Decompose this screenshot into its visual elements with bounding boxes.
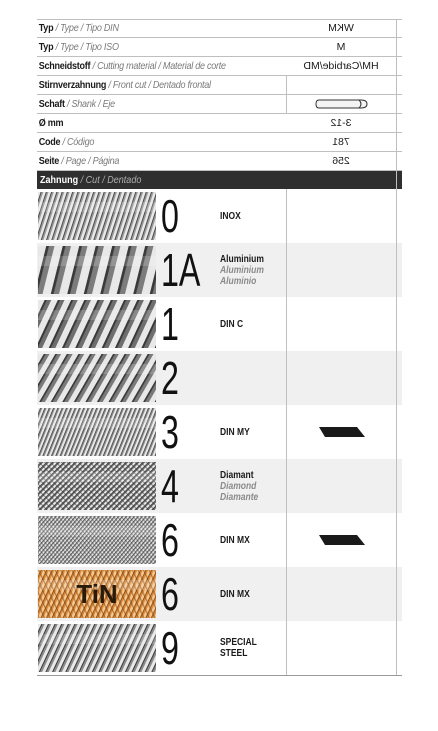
shank-icon: [315, 98, 369, 110]
cut-number: 0: [161, 190, 179, 242]
availability-cell: [286, 621, 397, 675]
cut-description: [220, 513, 255, 567]
spec-label: [37, 117, 253, 129]
spec-value-text: 256: [332, 155, 350, 167]
row-right-border: [396, 351, 397, 405]
cut-number: 9: [161, 622, 179, 674]
availability-cell: [286, 243, 397, 297]
availability-cell: [286, 297, 397, 351]
spec-label-main: Schaft: [38, 98, 65, 110]
cut-pattern-image: [38, 246, 156, 294]
cut-name: DIN MX: [220, 588, 250, 600]
spec-row: [37, 57, 402, 76]
spec-label-main: Ø mm: [38, 117, 64, 129]
cut-name: INOX: [220, 210, 241, 222]
table-bottom-border: [37, 675, 402, 676]
row-right-border: [396, 297, 397, 351]
row-right-border: [396, 621, 397, 675]
spec-label: [37, 60, 253, 72]
cut-name-sub1: Aluminium: [220, 264, 264, 276]
cut-rows: [37, 189, 402, 675]
cut-name: Aluminium: [220, 253, 264, 265]
availability-cell: [286, 513, 397, 567]
spec-row: [37, 152, 402, 171]
cut-name: Diamant: [220, 469, 254, 481]
spec-value: [286, 95, 397, 113]
row-right-border: [396, 405, 397, 459]
spec-row: [37, 19, 402, 38]
spec-value: [286, 114, 397, 132]
spec-value-text: HM/Carbide/MD: [303, 60, 379, 72]
spec-label: [37, 79, 253, 91]
cut-pattern-image: [38, 192, 156, 240]
section-label: Zahnung: [40, 174, 79, 186]
spec-label-main: Schneidstoff: [38, 60, 91, 72]
spec-label: [37, 155, 253, 167]
cut-image: [38, 462, 156, 510]
cut-description: [220, 567, 255, 621]
cut-name: SPECIAL: [220, 637, 257, 648]
cut-image: [38, 354, 156, 402]
cut-number: 1A: [161, 244, 201, 296]
spec-label-translations: / Page / Página: [59, 155, 120, 167]
cut-row: [37, 243, 402, 297]
cut-image: [38, 300, 156, 348]
product-spec-table: [37, 19, 402, 676]
spec-row: [37, 114, 402, 133]
cut-row: [37, 189, 402, 243]
spec-row: [37, 95, 402, 114]
spec-label-translations: / Type / Tipo DIN: [53, 22, 119, 34]
cut-image: [38, 246, 156, 294]
spec-value: [286, 152, 397, 170]
spec-value-text: 3-12: [330, 117, 352, 129]
spec-label: [37, 41, 253, 53]
section-header-cut: [37, 171, 402, 189]
spec-label: [37, 98, 253, 110]
cut-image: [38, 408, 156, 456]
cut-row: [37, 351, 402, 405]
spec-value: [286, 38, 397, 56]
row-right-border: [396, 513, 397, 567]
row-right-border: [396, 189, 397, 243]
section-translations: / Cut / Dentado: [78, 174, 142, 186]
cut-name: DIN C: [220, 318, 244, 330]
spec-label-translations: / Código: [60, 136, 95, 148]
cut-image: [38, 624, 156, 672]
cut-pattern-image: [38, 300, 156, 348]
spec-label-main: Seite: [38, 155, 60, 167]
availability-cell: [286, 351, 397, 405]
spec-label-main: Typ: [38, 41, 54, 53]
cut-name-sub2: Aluminio: [220, 275, 257, 287]
spec-row: [37, 38, 402, 57]
spec-value-text: M: [336, 41, 346, 53]
spec-row: [37, 76, 402, 95]
cut-pattern-image: [38, 624, 156, 672]
spec-label: [37, 22, 253, 34]
cut-description: [220, 405, 255, 459]
cut-number: 6: [161, 568, 179, 620]
spec-value: [286, 133, 397, 151]
availability-cell: [286, 189, 397, 243]
spec-label-main: Code: [38, 136, 61, 148]
cut-image: [38, 516, 156, 564]
cut-row: [37, 297, 402, 351]
cut-name-sub1: STEEL: [220, 648, 248, 659]
spec-value-text: WKM: [328, 22, 354, 34]
cut-name-sub1: Diamond: [220, 480, 257, 492]
cut-number: 1: [161, 298, 179, 350]
cut-image: [38, 192, 156, 240]
spec-label-translations: / Cutting material / Material de corte: [90, 60, 226, 72]
cut-number: 4: [161, 460, 179, 512]
spec-row: [37, 133, 402, 152]
cut-pattern-image: [38, 516, 156, 564]
cut-name: DIN MX: [220, 534, 250, 546]
section-header-text: [40, 174, 141, 186]
spec-label: [37, 136, 253, 148]
cut-description: [220, 621, 263, 675]
spec-value: [286, 76, 397, 94]
cut-name-sub2: Diamante: [220, 491, 259, 503]
spec-label-translations: / Front cut / Dentado frontal: [106, 79, 211, 91]
available-marker-icon: [317, 533, 367, 547]
availability-cell: [286, 459, 397, 513]
availability-cell: [286, 405, 397, 459]
cut-number: 2: [161, 352, 179, 404]
cut-number: 6: [161, 514, 179, 566]
cut-row: [37, 459, 402, 513]
cut-row: [37, 621, 402, 675]
cut-description: [220, 297, 247, 351]
header-rows: [37, 19, 402, 171]
cut-description: [220, 189, 244, 243]
spec-label-translations: / Type / Tipo ISO: [53, 41, 119, 53]
cut-row: [37, 567, 402, 621]
row-right-border: [396, 243, 397, 297]
spec-value: [286, 57, 397, 75]
row-right-border: [396, 567, 397, 621]
cut-pattern-image: [38, 354, 156, 402]
cut-image: [38, 570, 156, 618]
cut-description: [220, 459, 265, 513]
cut-row: [37, 513, 402, 567]
spec-value: [286, 19, 397, 37]
spec-label-main: Stirnverzahnung: [38, 79, 107, 91]
spec-value-text: 781: [332, 136, 350, 148]
cut-pattern-image: [38, 408, 156, 456]
available-marker-icon: [317, 425, 367, 439]
cut-pattern-image: [38, 462, 156, 510]
row-right-border: [396, 459, 397, 513]
cut-number: 3: [161, 406, 179, 458]
cut-row: [37, 405, 402, 459]
availability-cell: [286, 567, 397, 621]
spec-label-translations: / Shank / Eje: [64, 98, 115, 110]
cut-name: DIN MY: [220, 426, 250, 438]
cut-description: [220, 243, 272, 297]
spec-label-main: Typ: [38, 22, 54, 34]
tin-coating-label: TiN: [76, 578, 118, 609]
